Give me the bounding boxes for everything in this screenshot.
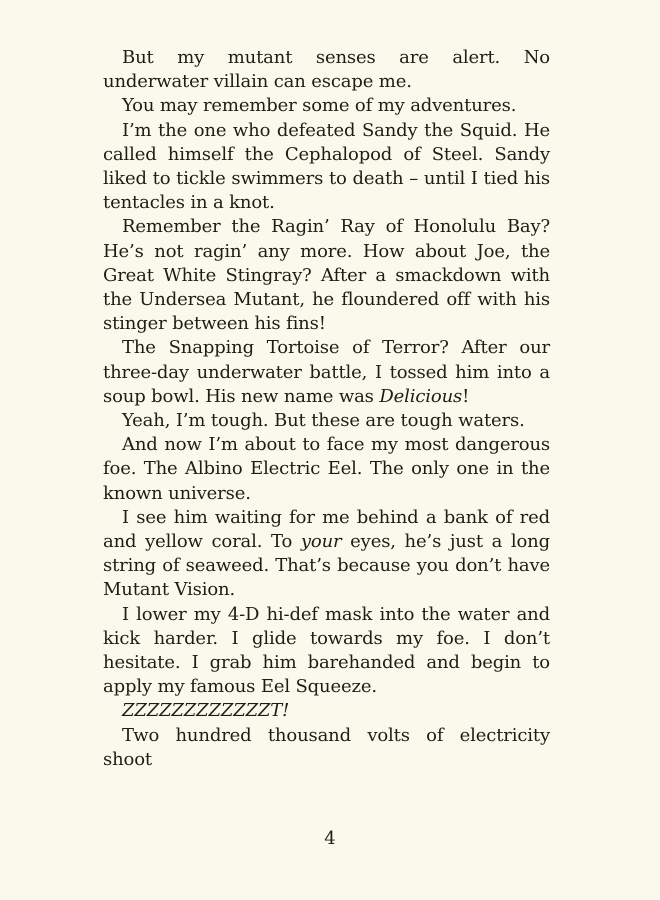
paragraph: You may remember some of my adventures. xyxy=(122,95,517,117)
paragraph: Remember the Ragin’ Ray of Honolulu Bay? He’s not ragin’ any more. How about Joe, the Great White Stingray? After a smackdown with the Undersea Mutant, he floundered off with his stinger between his fins! xyxy=(103,216,550,335)
page-number: 4 xyxy=(324,828,336,849)
sound-effect: ZZZZZZZZZZZZT! xyxy=(122,700,290,722)
italic-word: Delicious xyxy=(379,385,463,407)
body-text xyxy=(103,46,550,772)
paragraph xyxy=(103,506,550,603)
paragraph: And now I’m about to face my most dangerous foe. The Albino Electric Eel. The only one in the known universe. xyxy=(103,434,550,504)
paragraph xyxy=(103,336,550,409)
italic-word: your xyxy=(300,531,342,553)
paragraph: But my mutant senses are alert. No underwater villain can escape me. xyxy=(103,47,550,93)
paragraph-text: ! xyxy=(462,385,470,407)
paragraph: Two hundred thousand volts of electricity shoot xyxy=(103,724,550,770)
paragraph-text: I see him waiting for me behind a bank of red and yellow coral. To xyxy=(103,506,550,553)
paragraph: Yeah, I’m tough. But these are tough waters. xyxy=(122,410,525,432)
paragraph xyxy=(103,699,550,723)
paragraph-text: The Snapping Tortoise of Terror? After our three-day underwater battle, I tossed him into a soup bowl. His new name was xyxy=(103,337,550,407)
paragraph-text: eyes, he’s just a long string of seaweed. That’s because you don’t have Mutant Vision. xyxy=(103,531,550,601)
paragraph: I lower my 4-D hi-def mask into the water and kick harder. I glide towards my foe. I don’t hesitate. I grab him barehanded and begin to apply my famous Eel Squeeze. xyxy=(103,603,550,698)
paragraph: I’m the one who defeated Sandy the Squid. He called himself the Cephalopod of Steel. Sandy liked to tickle swimmers to death – until I tied his tentacles in a knot. xyxy=(103,119,550,214)
